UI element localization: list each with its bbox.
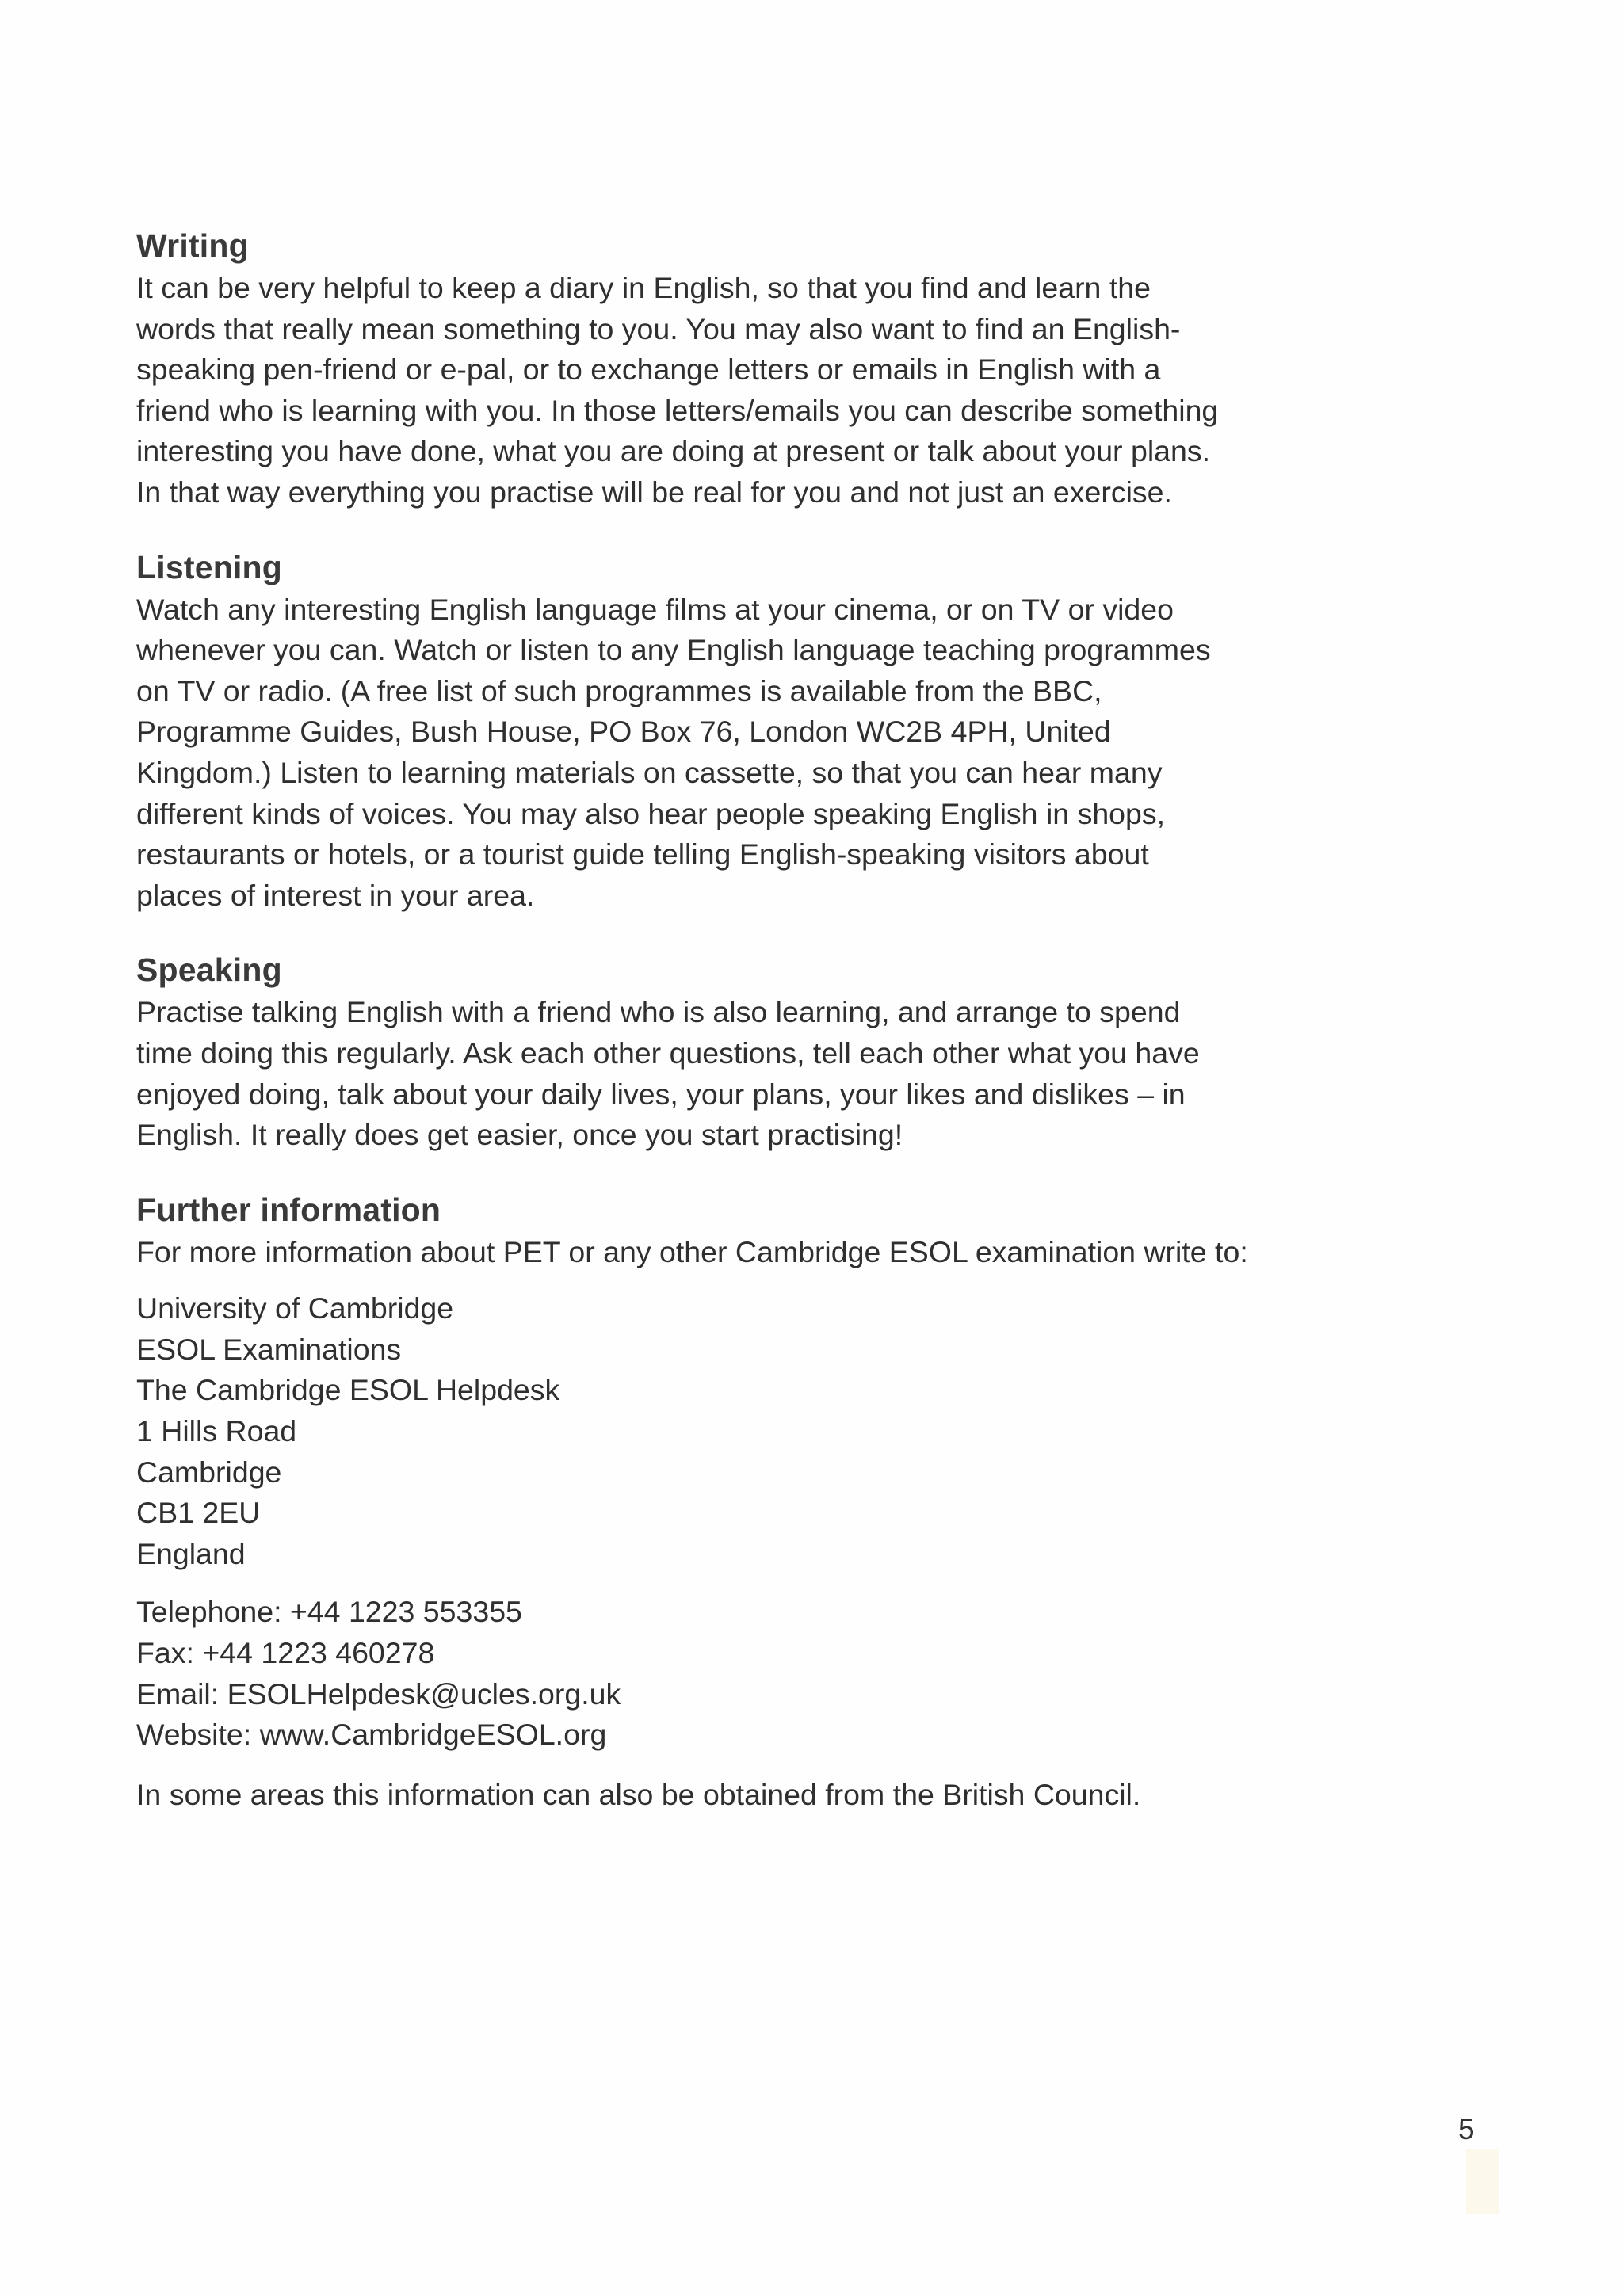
british-council-note: In some areas this information can also be obtained from the British Council. (136, 1777, 1141, 1811)
text-line: Programme Guides, Bush House, PO Box 76, London WC2B 4PH, United (136, 715, 1111, 749)
address-line: ESOL Examinations (136, 1332, 402, 1366)
text-line: It can be very helpful to keep a diary in English, so that you find and learn the (136, 271, 1151, 304)
further-information-section (136, 1188, 1373, 1816)
page-content (136, 223, 1373, 1847)
address-line: CB1 2EU (136, 1496, 261, 1530)
address-line: University of Cambridge (136, 1291, 454, 1325)
text-line: whenever you can. Watch or listen to any English language teaching programmes (136, 633, 1211, 667)
text-line: speaking pen-friend or e-pal, or to exchange letters or emails in English with a (136, 353, 1161, 387)
contact-details (136, 1592, 1373, 1755)
fax-line: Fax: +44 1223 460278 (136, 1636, 435, 1670)
text-line: enjoyed doing, talk about your daily lives, your plans, your likes and dislikes – in (136, 1077, 1186, 1111)
speaking-section (136, 948, 1373, 1155)
address-line: England (136, 1536, 246, 1570)
text-line: In that way everything you practise will be real for you and not just an exercise. (136, 475, 1172, 509)
listening-paragraph (136, 589, 1373, 917)
speaking-paragraph (136, 992, 1373, 1155)
listening-heading: Listening (136, 548, 283, 585)
speaking-heading: Speaking (136, 952, 282, 989)
writing-paragraph (136, 268, 1373, 513)
text-line: restaurants or hotels, or a tourist guide telling English-speaking visitors about (136, 837, 1149, 871)
address-line: 1 Hills Road (136, 1414, 297, 1448)
text-line: Kingdom.) Listen to learning materials on cassette, so that you can hear many (136, 755, 1163, 789)
text-line: interesting you have done, what you are doing at present or talk about your plans. (136, 434, 1211, 468)
text-line: time doing this regularly. Ask each other questions, tell each other what you have (136, 1035, 1200, 1070)
text-line: English. It really does get easier, once you start practising! (136, 1118, 903, 1152)
email-line: Email: ESOLHelpdesk@ucles.org.uk (136, 1676, 621, 1711)
postal-address (136, 1288, 1373, 1574)
text-line: words that really mean something to you. You may also want to find an English- (136, 311, 1181, 345)
text-line: on TV or radio. (A free list of such programmes is available from the BBC, (136, 673, 1102, 707)
address-line: The Cambridge ESOL Helpdesk (136, 1373, 560, 1407)
page-number: 5 (1458, 2113, 1475, 2145)
listening-section (136, 545, 1373, 917)
telephone-line: Telephone: +44 1223 553355 (136, 1595, 522, 1629)
text-line: places of interest in your area. (136, 878, 535, 912)
text-line: Watch any interesting English language films at your cinema, or on TV or video (136, 592, 1174, 626)
text-line: friend who is learning with you. In those letters/emails you can describe something (136, 393, 1219, 427)
further-information-heading: Further information (136, 1191, 441, 1228)
further-information-intro: For more information about PET or any other Cambridge ESOL examination write to: (136, 1234, 1248, 1268)
text-line: Practise talking English with a friend who is also learning, and arrange to spend (136, 995, 1181, 1029)
address-line: Cambridge (136, 1455, 282, 1489)
writing-section (136, 223, 1373, 513)
scan-artifact (1466, 2149, 1499, 2214)
writing-heading: Writing (136, 227, 249, 264)
website-line: Website: www.CambridgeESOL.org (136, 1718, 607, 1752)
text-line: different kinds of voices. You may also hear people speaking English in shops, (136, 796, 1166, 830)
